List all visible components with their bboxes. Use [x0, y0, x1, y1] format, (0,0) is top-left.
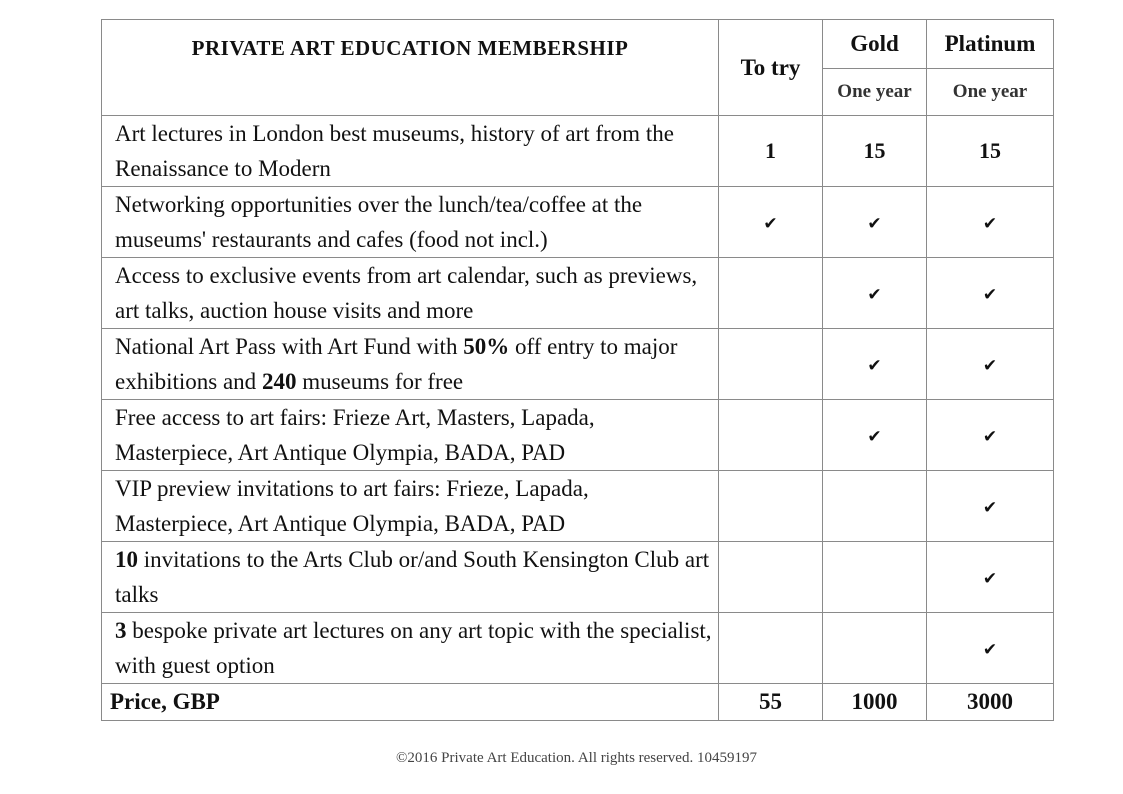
feature-text: Art lectures in London best museums, history of art from the Renaissance to Modern: [115, 121, 674, 181]
plan-header-to-try: To try: [719, 20, 823, 116]
plan-value-gold: [823, 613, 927, 684]
check-icon: ✔: [982, 356, 998, 376]
feature-text: invitations to the Arts Club or/and South Kensington Club art talks: [115, 547, 710, 607]
plan-value-platinum: [927, 471, 1054, 542]
check-icon: ✔: [982, 498, 998, 518]
plan-value-to-try: [719, 471, 823, 542]
table-row: [102, 116, 1054, 187]
plan-value-text: 15: [979, 138, 1001, 163]
feature-text: museums for free: [296, 369, 464, 394]
feature-text: Free access to art fairs: Frieze Art, Masters, Lapada, Masterpiece, Art Antique Olympia, BADA, PAD: [115, 405, 595, 465]
plan-value-gold: [823, 471, 927, 542]
plan-value-gold: [823, 258, 927, 329]
check-icon: ✔: [867, 427, 882, 447]
price-platinum: 3000: [927, 684, 1054, 721]
table-row: [102, 471, 1054, 542]
table-title: PRIVATE ART EDUCATION MEMBERSHIP: [102, 20, 719, 116]
plan-value-to-try: [719, 400, 823, 471]
check-icon: ✔: [763, 214, 778, 234]
plan-term-platinum: One year: [927, 68, 1054, 116]
feature-highlight: 240: [261, 369, 297, 394]
plan-value-gold: [823, 542, 927, 613]
feature-description: [102, 116, 719, 187]
plan-value-platinum: [927, 258, 1054, 329]
price-to-try: 55: [719, 684, 823, 721]
table-row: [102, 613, 1054, 684]
feature-text: bespoke private art lectures on any art topic with the specialist, with guest option: [115, 618, 712, 678]
plan-value-platinum: [927, 116, 1054, 187]
plan-value-to-try: [719, 613, 823, 684]
plan-value-text: 15: [863, 138, 886, 163]
table-row: [102, 187, 1054, 258]
plan-term-gold: One year: [823, 68, 927, 116]
plan-value-to-try: [719, 542, 823, 613]
table-row: [102, 400, 1054, 471]
feature-text: Access to exclusive events from art calendar, such as previews, art talks, auction house visits and more: [115, 263, 698, 323]
plan-value-to-try: [719, 187, 823, 258]
plan-value-gold: [823, 187, 927, 258]
plan-value-platinum: [927, 400, 1054, 471]
feature-description: [102, 613, 719, 684]
feature-text: National Art Pass with Art Fund with: [115, 334, 464, 359]
copyright-footer: ©2016 Private Art Education. All rights reserved. 10459197: [396, 750, 757, 766]
plan-value-to-try: [719, 258, 823, 329]
feature-text: Networking opportunities over the lunch/tea/coffee at the museums' restaurants and cafes (food not incl.): [115, 192, 643, 252]
plan-value-to-try: [719, 116, 823, 187]
check-icon: ✔: [867, 356, 882, 376]
check-icon: ✔: [982, 427, 998, 447]
check-icon: ✔: [982, 640, 998, 660]
table-row: [102, 542, 1054, 613]
feature-highlight: 3: [115, 618, 127, 643]
feature-description: [102, 471, 719, 542]
feature-description: [102, 329, 719, 400]
plan-value-platinum: [927, 329, 1054, 400]
plan-value-platinum: [927, 613, 1054, 684]
check-icon: ✔: [982, 285, 998, 305]
plan-value-gold: [823, 116, 927, 187]
plan-value-gold: [823, 329, 927, 400]
feature-highlight: 50%: [463, 334, 510, 359]
price-gold: 1000: [823, 684, 927, 721]
price-label: Price, GBP: [102, 684, 719, 721]
membership-comparison-table: [101, 19, 1054, 721]
plan-value-platinum: [927, 542, 1054, 613]
plan-value-gold: [823, 400, 927, 471]
feature-description: [102, 258, 719, 329]
price-row: [102, 684, 1054, 721]
plan-header-platinum: Platinum: [927, 20, 1054, 69]
feature-text: off entry to major exhibitions and: [115, 334, 678, 394]
feature-text: VIP preview invitations to art fairs: Frieze, Lapada, Masterpiece, Art Antique Olympia, BADA, PAD: [115, 476, 589, 536]
check-icon: ✔: [982, 569, 998, 589]
table-row: [102, 329, 1054, 400]
feature-highlight: 10: [115, 547, 138, 572]
plan-header-gold: Gold: [823, 20, 927, 69]
check-icon: ✔: [982, 214, 998, 234]
feature-description: [102, 187, 719, 258]
feature-description: [102, 542, 719, 613]
check-icon: ✔: [867, 214, 882, 234]
feature-rows: [102, 116, 1054, 684]
check-icon: ✔: [867, 285, 882, 305]
plan-value-platinum: [927, 187, 1054, 258]
plan-value-to-try: [719, 329, 823, 400]
feature-description: [102, 400, 719, 471]
table-row: [102, 258, 1054, 329]
plan-value-text: 1: [765, 138, 776, 163]
